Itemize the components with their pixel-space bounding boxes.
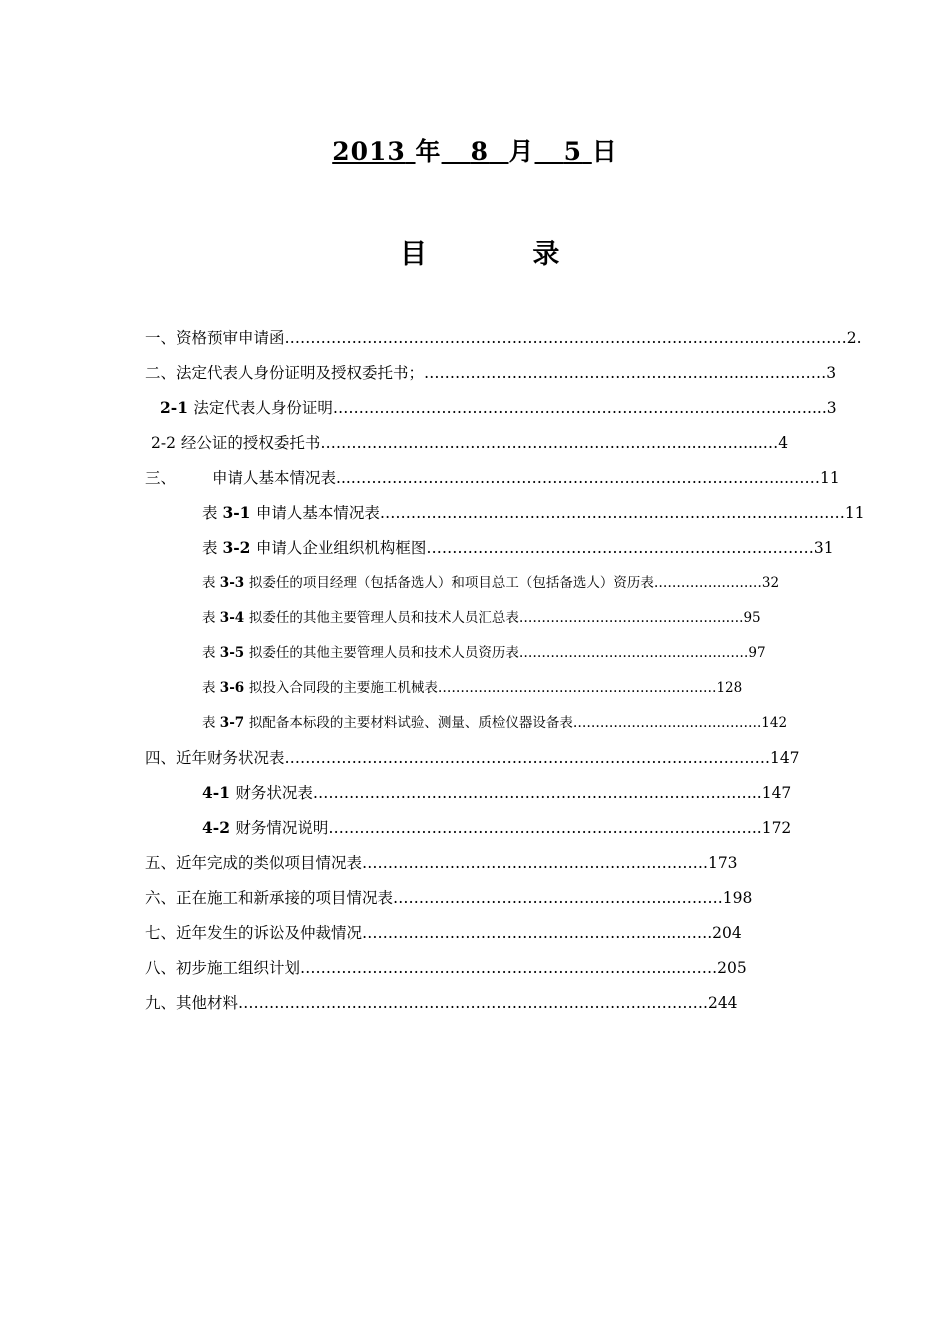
toc-entry-number: 3-6 [219,680,249,696]
toc-entry-leader-page: ……………………..…………….142 [572,715,788,731]
toc-entry-number: 4-2 [202,818,236,837]
toc-entry-prefix: 九、 [145,994,177,1012]
toc-entry-leader-page: ……………………………………………………………….………..172 [328,819,792,837]
toc-entry-title: 拟委任的其他主要管理人员和技术人员资历表 [248,645,519,661]
toc-entry-leader-page: ...…………………………………………………………………….…...……11 [336,469,840,487]
toc-entry[interactable] [202,643,766,663]
toc-entry-leader-page: ………………………………………………………………………………11 [379,504,865,522]
toc-entry-title: 拟配备本标段的主要材料试验、测量、质检仪器设备表 [248,715,573,731]
toc-entry-number: 3-4 [219,610,249,626]
toc-entry-prefix: 表 [202,680,220,696]
toc-entry-number: 3-7 [219,715,249,731]
toc-entry-prefix: 二、 [145,364,177,382]
toc-entry[interactable] [202,678,742,698]
toc-entry-title: 近年发生的诉讼及仲裁情况 [176,924,363,942]
toc-entry-title: 初步施工组织计划 [176,959,301,977]
toc-entry-title: 其他材料 [176,994,239,1012]
toc-entry-title: 申请人基本情况表 [212,469,337,487]
toc-entry-leader-page: ……………………………………………...……….198 [393,889,753,907]
toc-entry-title: 拟投入合同段的主要施工机械表 [248,680,438,696]
toc-entry-leader-page: ………………………………………………………….173 [362,854,738,872]
toc-entry-prefix: 七、 [145,924,177,942]
toc-entry-prefix: 八、 [145,959,177,977]
toc-entry-number: 3-1 [222,503,256,522]
toc-entry[interactable] [202,783,791,803]
toc-entry[interactable] [145,888,752,908]
toc-entry-title: 资格预审申请函 [176,329,285,347]
toc-entry[interactable] [160,398,837,418]
toc-entry-leader-page: …………..…………………………………………128 [437,680,743,696]
toc-entry-number: 3-3 [219,575,249,591]
toc-entry-leader-page: …………………………………………………………………31 [426,539,834,557]
toc-entry-number: 4-1 [202,783,236,802]
date-day: 5 [563,137,583,166]
toc-entry-leader-page: ……………………32 [653,575,780,591]
toc-entry-prefix: 四、 [145,749,177,767]
date-month: 8 [470,137,490,166]
toc-entry-prefix: 一、 [145,329,177,347]
toc-entry[interactable] [145,923,742,943]
toc-entry-title: 2-2 经公证的授权委托书 [151,434,321,452]
toc-entry[interactable] [145,993,738,1013]
toc-entry-title: 法定代表人身份证明及授权委托书； [176,364,425,382]
toc-entry[interactable] [202,818,791,838]
toc-entry-prefix: 五、 [145,854,177,872]
toc-entry-leader-page: ……………………………………….….95 [518,610,761,626]
toc-entry-leader-page: …………………………………………………….………...………....…4 [320,434,789,452]
toc-entry-title: 法定代表人身份证明 [193,399,333,417]
toc-entry-number: 3-5 [219,645,249,661]
toc-entry[interactable] [151,433,788,453]
date-month-label: 月 [508,137,535,166]
toc-entry-title: 拟委任的其他主要管理人员和技术人员汇总表 [248,610,519,626]
toc-entry-number: 2-1 [160,398,194,417]
toc-entry-leader-page: …………………………………………………………….....…….205 [300,959,747,977]
toc-entry[interactable] [202,503,865,523]
toc-entry-title: 财务状况表 [235,784,313,802]
toc-entry[interactable] [145,958,747,978]
date-day-label: 日 [591,137,618,166]
toc-entry-prefix: 表 [202,610,220,626]
toc-entry-prefix: 表 [202,715,220,731]
toc-entry-prefix: 表 [202,539,223,557]
toc-entry-leader-page: ……………………………………………………..……….……3 [424,364,837,382]
toc-entry-prefix: 六、 [145,889,177,907]
toc-entry-prefix: 表 [202,645,220,661]
toc-entry-title: 近年完成的类似项目情况表 [176,854,363,872]
date-year-label: 年 [415,137,442,166]
toc-entry[interactable] [202,573,779,593]
toc-entry-leader-page: ……………………………………………………………………………….244 [238,994,738,1012]
toc-entry-number: 3-2 [222,538,256,557]
toc-entry[interactable] [145,853,738,873]
toc-entry-title: 申请人基本情况表 [255,504,380,522]
toc-entry-leader-page: ………………………………………………………………….………..147 [312,784,792,802]
date-year: 2013 [332,137,406,166]
toc-entry[interactable] [202,713,787,733]
toc-entry-title: 近年财务状况表 [176,749,285,767]
toc-entry-title: 申请人企业组织机构框图 [255,539,427,557]
toc-entry[interactable] [145,328,862,348]
toc-entry[interactable] [145,468,840,488]
toc-entry[interactable] [145,748,800,768]
toc-entry-leader-page: …………………………………………………………….……...……….…....3 [332,399,837,417]
toc-entry-prefix: 三、 [145,469,177,487]
toc-entry-prefix: 表 [202,504,223,522]
toc-entry-leader-page: ………………………………………………………………………………….147 [284,749,800,767]
toc-entry-leader-page: …………………………………………………....…….204 [362,924,742,942]
toc-title: 目 录 [400,239,608,270]
toc-entry[interactable] [202,608,761,628]
document-date [0,132,950,168]
toc-entry-prefix: 表 [202,575,220,591]
toc-entry-leader-page: ……………………………………………97 [518,645,766,661]
toc-entry-leader-page: ………………………………………………………………………………..……….….…2. [284,329,862,347]
toc-entry-title: 拟委任的项目经理（包括备选人）和项目总工（包括备选人）资历表 [248,575,654,591]
toc-entry-title: 正在施工和新承接的项目情况表 [176,889,394,907]
toc-entry[interactable] [202,538,834,558]
toc-entry[interactable] [145,363,836,383]
toc-entry-title: 财务情况说明 [235,819,329,837]
